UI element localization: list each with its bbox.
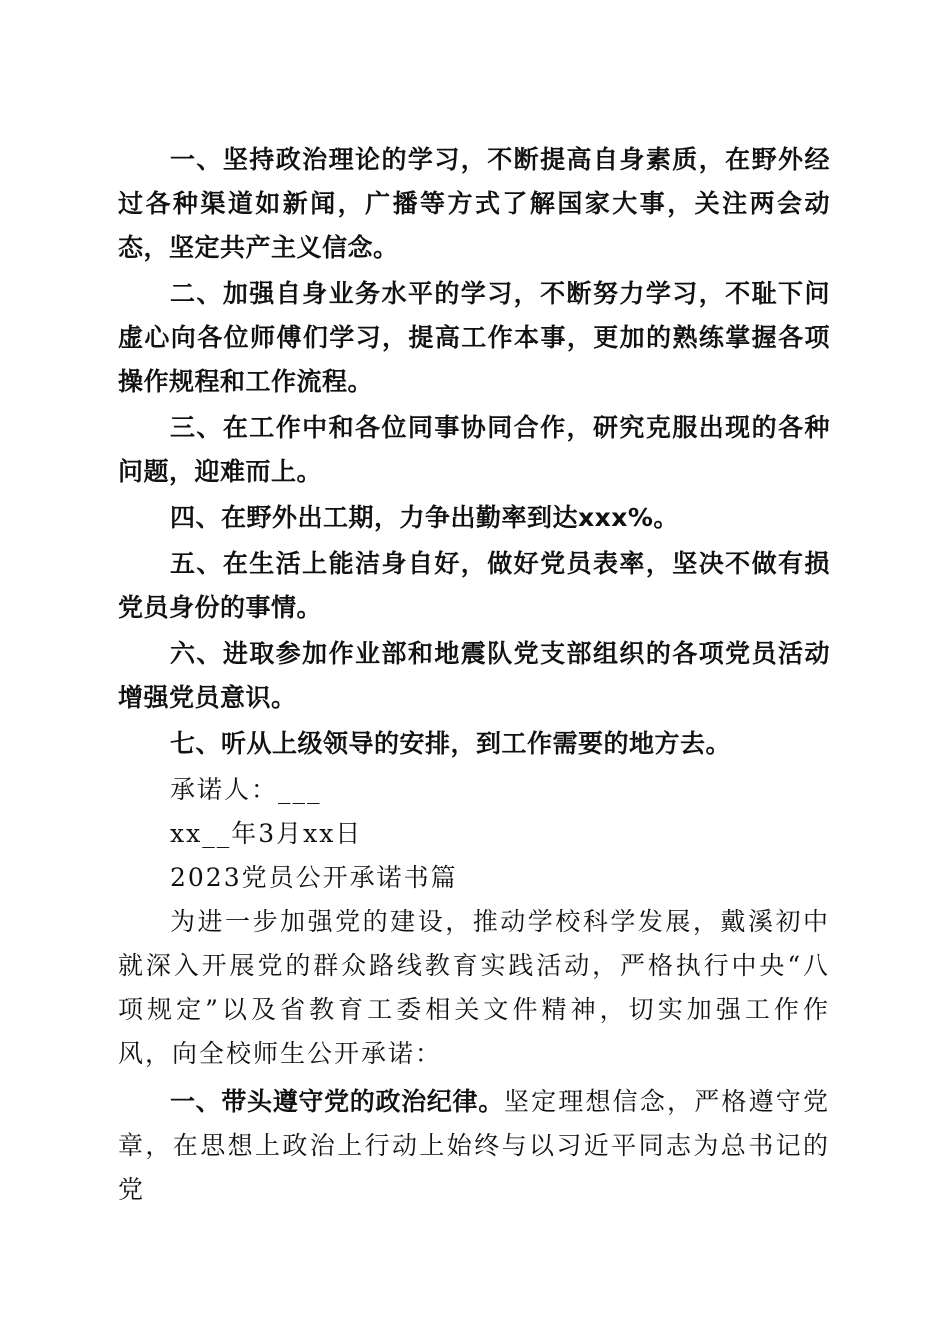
- date-line: xx__年3月xx日: [170, 819, 363, 848]
- document-page: [118, 138, 830, 1212]
- commitment-item-1: 一、坚持政治理论的学习，不断提高自身素质，在野外经过各种渠道如新闻，广播等方式了解国家大事，关注两会动态，坚定共产主义信念。: [118, 145, 830, 262]
- point-1-paragraph: [118, 1080, 830, 1212]
- commitment-item-4: 四、在野外出工期，力争出勤率到达xxx%。: [170, 503, 679, 532]
- intro-paragraph: 为进一步加强党的建设，推动学校科学发展，戴溪初中就深入开展党的群众路线教育实践活动，严格执行中央“八项规定”以及省教育工委相关文件精神，切实加强工作作风，向全校师生公开承诺：: [118, 907, 830, 1068]
- commitment-item-6: 六、进取参加作业部和地震队党支部组织的各项党员活动增强党员意识。: [118, 639, 830, 712]
- point-1-body: 坚定理想信念，严格遵守党章，在思想上政治上行动上始终与以习近平同志为总书记的党: [118, 1087, 830, 1204]
- commitment-item-7: 七、听从上级领导的安排，到工作需要的地方去。: [170, 729, 732, 758]
- point-1-lead: 一、带头遵守党的政治纪律。: [170, 1087, 504, 1116]
- section-title: 2023党员公开承诺书篇: [170, 863, 458, 892]
- signature-line: 承诺人：___: [170, 775, 322, 804]
- commitment-item-3: 三、在工作中和各位同事协同合作，研究克服出现的各种问题，迎难而上。: [118, 413, 830, 486]
- commitment-item-5: 五、在生活上能洁身自好，做好党员表率，坚决不做有损党员身份的事情。: [118, 549, 830, 622]
- commitment-item-2: 二、加强自身业务水平的学习，不断努力学习，不耻下问虚心向各位师傅们学习，提高工作本事，更加的熟练掌握各项操作规程和工作流程。: [118, 279, 830, 396]
